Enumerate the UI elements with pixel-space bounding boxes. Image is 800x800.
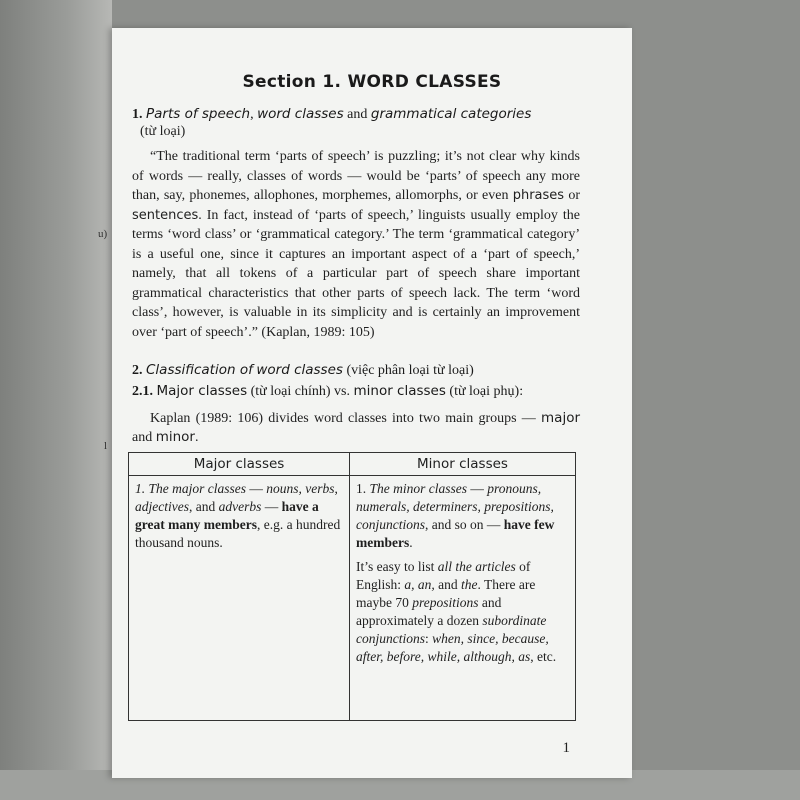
cell-italic: the xyxy=(461,577,478,592)
cell-italic: all the articles xyxy=(437,559,516,574)
heading-gloss: (việc phân loại từ loại) xyxy=(342,363,474,378)
heading-major-minor xyxy=(132,383,523,400)
background-left xyxy=(0,0,112,800)
quote-paragraph xyxy=(132,147,580,342)
table-header-row xyxy=(129,453,576,476)
cell-italic: pronouns, numerals, determiners, prepositions, conjunctions xyxy=(356,481,554,532)
para-term: phrases xyxy=(512,188,565,203)
heading-term: Classification of xyxy=(146,362,253,378)
cell-italic: when, since, because, after, before, while, although, as xyxy=(356,631,549,664)
heading-comma: , xyxy=(250,107,254,122)
cell-minor-classes xyxy=(350,476,576,721)
cell-italic: adjectives xyxy=(135,499,189,514)
cell-italic: 1. The major classes xyxy=(135,481,246,496)
cell-text: , and so on — xyxy=(425,517,504,532)
cell-italic: prepositions xyxy=(412,595,479,610)
cell-text: . There are maybe 70 xyxy=(356,577,536,610)
para-term: major xyxy=(541,410,580,426)
heading-and: and xyxy=(343,107,371,122)
heading-gloss: (từ loại phụ): xyxy=(445,384,524,399)
section-title: Section 1. WORD CLASSES xyxy=(242,72,502,92)
cell-text: , etc. xyxy=(530,649,557,664)
cell-text: — xyxy=(246,481,267,496)
cell-italic: subordinate conjunctions xyxy=(356,613,547,646)
intro-paragraph xyxy=(132,409,580,447)
heading-number: 2. xyxy=(132,363,143,378)
cell-text: It’s easy to list xyxy=(356,559,438,574)
cell-italic: adverbs xyxy=(218,499,262,514)
adjacent-page-mark: l xyxy=(104,440,108,452)
heading-term: Major classes xyxy=(156,383,248,399)
para-text: . xyxy=(195,430,199,445)
cell-text: — xyxy=(467,481,488,496)
adjacent-page-mark: u) xyxy=(98,228,108,240)
heading-number: 2.1. xyxy=(132,384,153,399)
book-page xyxy=(112,28,632,778)
cell-text: . xyxy=(409,535,413,550)
heading-term: word classes xyxy=(256,362,343,378)
cell-text: : xyxy=(425,631,433,646)
heading-classification xyxy=(132,362,474,379)
cell-bold: have few members xyxy=(356,517,555,550)
heading-term: grammatical categories xyxy=(370,106,532,122)
heading-gloss: (từ loại) xyxy=(140,124,186,139)
cell-text: — xyxy=(261,499,282,514)
cell-paragraph xyxy=(356,480,569,552)
heading-term: word classes xyxy=(257,106,344,122)
cell-bold: have a great many members xyxy=(135,499,319,532)
heading-term: minor classes xyxy=(353,383,446,399)
heading-number: 1. xyxy=(132,107,143,122)
header-major-classes: Major classes xyxy=(129,453,350,476)
para-text: . In fact, instead of ‘parts of speech,’ linguists usually employ the terms ‘word class’ or ‘grammatical category.’ The term ‘grammatical category’ is a useful one, since it captures an important aspect of a ‘part of speech,’ namely, that all tokens of a particular part of speech share important grammatical characteristics that other parts of speech lack. The term ‘word class’, however, is valuable in its simplicity and is certainly an improvement over ‘part of speech’.” (Kaplan, 1989: 105) xyxy=(132,207,580,340)
para-term: minor xyxy=(155,429,195,445)
cell-text: and approximately a dozen xyxy=(356,595,502,628)
cell-italic: a, an, xyxy=(404,577,435,592)
para-text: “The traditional term ‘parts of speech’ is puzzling; it’s not clear why kinds of words — really, classes of words — would be ‘parts’ of speech any more than, say, phonemes, allophones, morphemes, allomorphs, or even xyxy=(132,149,580,203)
page-number: 1 xyxy=(562,740,570,756)
cell-text: , xyxy=(334,481,338,496)
cell-paragraph xyxy=(135,480,343,552)
heading-term: Parts of speech xyxy=(146,106,251,122)
heading-parts-of-speech xyxy=(132,106,612,123)
para-text: or xyxy=(564,188,580,203)
para-text: and xyxy=(132,430,156,445)
cell-italic: The minor classes xyxy=(369,481,467,496)
para-text: Kaplan (1989: 106) divides word classes into two main groups — xyxy=(150,411,542,426)
cell-text: , e.g. a hundred thousand nouns. xyxy=(135,517,341,550)
cell-major-classes xyxy=(129,476,350,721)
heading-gloss: (từ loại chính) vs. xyxy=(247,384,354,399)
cell-text: , and xyxy=(188,499,219,514)
cell-italic: nouns, verbs xyxy=(266,481,335,496)
cell-paragraph xyxy=(356,558,569,666)
header-minor-classes: Minor classes xyxy=(350,453,576,476)
table-row xyxy=(129,476,576,721)
para-term: sentences xyxy=(132,207,199,223)
cell-text: and xyxy=(434,577,462,592)
cell-text: of English: xyxy=(356,559,531,592)
cell-text: 1. xyxy=(356,481,370,496)
word-classes-table xyxy=(128,452,576,721)
